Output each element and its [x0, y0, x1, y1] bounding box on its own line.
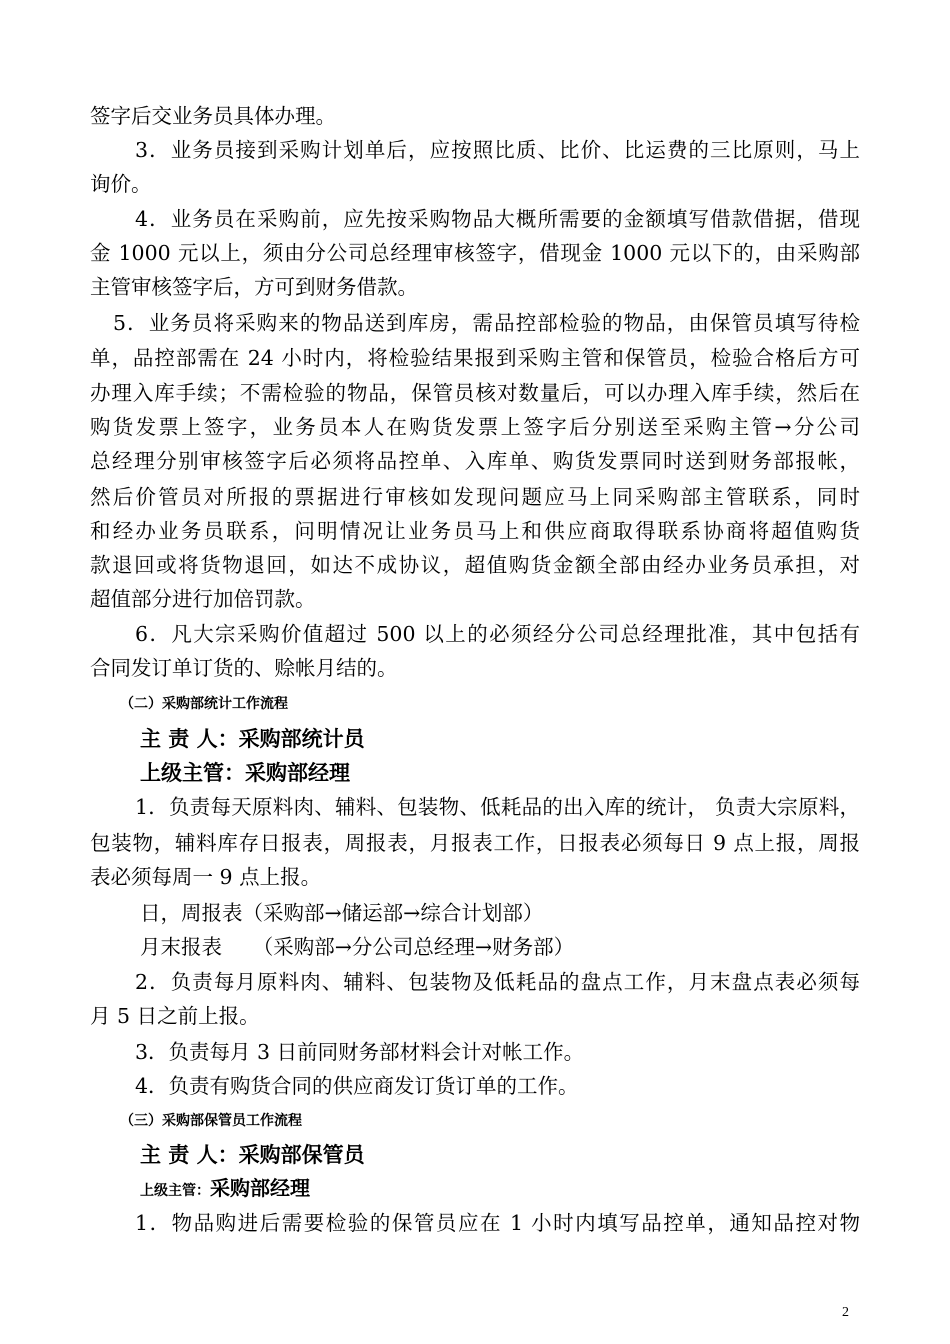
- text-line: 月末报表 （采购部→分公司总经理→财务部）: [140, 935, 575, 959]
- page-number: 2: [842, 1305, 849, 1320]
- text-line: 办理入库手续；不需检验的物品，保管员核对数量后，可以办理入库手续，然后在: [90, 381, 860, 405]
- text-line: 签字后交业务员具体办理。: [90, 104, 336, 128]
- responsible-person-heading: 主 责 人：采购部统计员: [140, 727, 365, 751]
- text-line: 总经理分别审核签字后必须将品控单、入库单、购货发票同时送到财务部报帐，: [90, 449, 860, 473]
- text-line: 4．负责有购货合同的供应商发订货订单的工作。: [135, 1074, 579, 1098]
- supervisor-value: 采购部经理: [210, 1176, 310, 1200]
- text-line: 主管审核签字后，方可到财务借款。: [90, 275, 418, 299]
- text-line: 包装物，辅料库存日报表，周报表，月报表工作，日报表必须每日 9 点上报，周报: [90, 831, 860, 855]
- text-line: 1．物品购进后需要检验的保管员应在 1 小时内填写品控单，通知品控对物: [135, 1211, 860, 1235]
- supervisor-heading: [140, 1173, 310, 1206]
- text-line: 3．业务员接到采购计划单后，应按照比质、比价、比运费的三比原则，马上: [135, 138, 860, 162]
- supervisor-heading: 上级主管：采购部经理: [140, 761, 350, 785]
- supervisor-label: 上级主管：: [140, 1183, 210, 1199]
- text-line: 合同发订单订货的、赊帐月结的。: [90, 656, 398, 680]
- text-line: 3．负责每月 3 日前同财务部材料会计对帐工作。: [135, 1040, 585, 1064]
- text-line: 4．业务员在采购前，应先按采购物品大概所需要的金额填写借款借据，借现: [135, 207, 860, 231]
- text-line: 购货发票上签字，业务员本人在购货发票上签字后分别送至采购主管→分公司: [90, 415, 860, 439]
- text-line: 然后价管员对所报的票据进行审核如发现问题应马上同采购部主管联系，同时: [90, 485, 860, 509]
- text-line: 月 5 日之前上报。: [90, 1004, 260, 1028]
- text-line: 日，周报表（采购部→储运部→综合计划部）: [140, 901, 544, 925]
- text-line: 超值部分进行加倍罚款。: [90, 587, 316, 611]
- section-heading: （二）采购部统计工作流程: [120, 696, 288, 712]
- text-line: 款退回或将货物退回，如达不成协议，超值购货金额全部由经办业务员承担，对: [90, 553, 860, 577]
- text-line: 金 1000 元以上，须由分公司总经理审核签字，借现金 1000 元以下的，由采购部: [90, 241, 860, 265]
- responsible-person-heading: 主 责 人：采购部保管员: [140, 1143, 365, 1167]
- text-line: 单，品控部需在 24 小时内，将检验结果报到采购主管和保管员，检验合格后方可: [90, 346, 860, 370]
- text-line: 和经办业务员联系，问明情况让业务员马上和供应商取得联系协商将超值购货: [90, 519, 860, 543]
- text-line: 5．业务员将采购来的物品送到库房，需品控部检验的物品，由保管员填写待检: [113, 311, 860, 335]
- text-line: 6．凡大宗采购价值超过 500 以上的必须经分公司总经理批准，其中包括有: [135, 622, 860, 646]
- section-heading: （三）采购部保管员工作流程: [120, 1113, 302, 1129]
- text-line: 2．负责每月原料肉、辅料、包装物及低耗品的盘点工作，月末盘点表必须每: [135, 970, 860, 994]
- text-line: 1．负责每天原料肉、辅料、包装物、低耗品的出入库的统计， 负责大宗原料，: [135, 795, 860, 819]
- text-line: 表必须每周一 9 点上报。: [90, 865, 322, 889]
- text-line: 询价。: [90, 172, 152, 196]
